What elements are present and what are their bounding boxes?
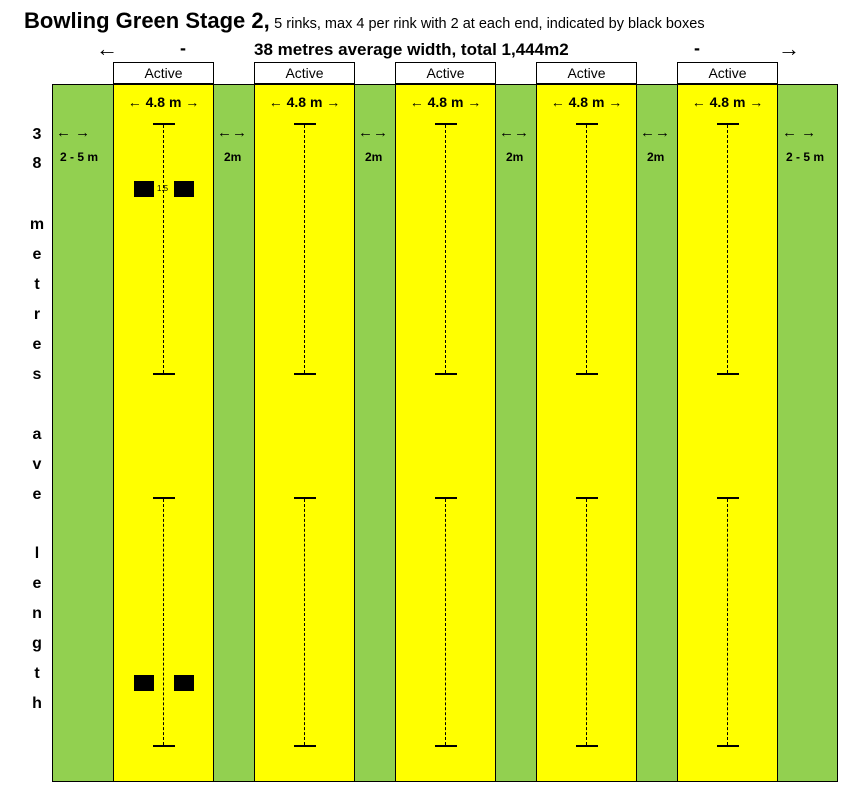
gap-2-label: 2m [365, 150, 383, 164]
rink-5-upper-bottom-tee [717, 373, 739, 375]
side-label-char: 8 [32, 155, 42, 172]
side-label-char: r [33, 306, 41, 323]
side-label-char: h [32, 695, 42, 712]
side-label-char: a [32, 426, 42, 443]
rink-5-lower-top-tee [717, 497, 739, 499]
rink-4-lower-centerline [586, 499, 587, 745]
player-spacing-label: 1.5 [157, 184, 169, 193]
rink-5-width: ← 4.8 m → [691, 94, 764, 110]
rink-4-upper-centerline [586, 125, 587, 373]
rink-2-status: Active [254, 62, 355, 84]
player-box-lower-left [134, 675, 154, 691]
width-summary: 38 metres average width, total 1,444m2 [254, 40, 569, 59]
title-subtitle: 5 rinks, max 4 per rink with 2 at each end, indicated by black boxes [274, 16, 705, 32]
rink-3-upper-bottom-tee [435, 373, 457, 375]
rink-4-width: ← 4.8 m → [550, 94, 623, 110]
rink-4-upper-bottom-tee [576, 373, 598, 375]
player-box-upper-right [174, 181, 194, 197]
player-box-upper-left [134, 181, 154, 197]
gap-4-arrow: ←→ [640, 124, 670, 141]
rink-1-upper-top-tee [153, 123, 175, 125]
width-dash-left: - [180, 38, 186, 58]
width-dash-right: - [694, 38, 700, 58]
left-arrow-icon: ← [96, 36, 118, 61]
side-label-char: t [34, 276, 40, 293]
side-label-char: e [32, 336, 42, 353]
rink-4-upper-top-tee [576, 123, 598, 125]
side-label-char: g [32, 635, 42, 652]
rink-4-lower-top-tee [576, 497, 598, 499]
side-label-char: e [32, 486, 42, 503]
rink-1-status: Active [113, 62, 214, 84]
rink-1-width: ← 4.8 m → [127, 94, 200, 110]
gap-1-arrow: ←→ [217, 124, 247, 141]
rink-5-lower-bottom-tee [717, 745, 739, 747]
rink-2-upper-centerline [304, 125, 305, 373]
rink-3-width: ← 4.8 m → [409, 94, 482, 110]
rink-1-lower-top-tee [153, 497, 175, 499]
rink-3-lower-top-tee [435, 497, 457, 499]
rink-4-status: Active [536, 62, 637, 84]
gap-3-label: 2m [506, 150, 524, 164]
rink-2-upper-bottom-tee [294, 373, 316, 375]
rink-5-lower-centerline [727, 499, 728, 745]
rink-3-lower-centerline [445, 499, 446, 745]
rink-1-lower-centerline [163, 499, 164, 745]
side-label-char: l [34, 545, 40, 562]
side-label-char: n [32, 605, 42, 622]
gap-0-arrow: ← → [56, 124, 91, 141]
side-label-char: s [32, 366, 42, 383]
gap-4-label: 2m [647, 150, 665, 164]
side-label-char: e [32, 246, 42, 263]
rink-3-upper-top-tee [435, 123, 457, 125]
rink-2-lower-bottom-tee [294, 745, 316, 747]
side-label-char: t [34, 665, 40, 682]
rink-1-lower-bottom-tee [153, 745, 175, 747]
right-arrow-icon: → [778, 36, 800, 61]
rink-1-upper-centerline [163, 125, 164, 373]
rink-1-upper-bottom-tee [153, 373, 175, 375]
side-label-char: 3 [32, 126, 42, 143]
rink-2-lower-top-tee [294, 497, 316, 499]
rink-3-upper-centerline [445, 125, 446, 373]
rink-2-width: ← 4.8 m → [268, 94, 341, 110]
gap-1-label: 2m [224, 150, 242, 164]
rink-4-lower-bottom-tee [576, 745, 598, 747]
side-label-char: v [32, 456, 42, 473]
diagram-title [24, 8, 705, 34]
rink-5-status: Active [677, 62, 778, 84]
gap-5-arrow: ← → [782, 124, 817, 141]
rink-2-upper-top-tee [294, 123, 316, 125]
gap-0-label: 2 - 5 m [60, 150, 99, 164]
side-label-char: e [32, 575, 42, 592]
gap-2-arrow: ←→ [358, 124, 388, 141]
side-label-char: m [29, 216, 45, 233]
rink-3-lower-bottom-tee [435, 745, 457, 747]
rink-2-lower-centerline [304, 499, 305, 745]
player-box-lower-right [174, 675, 194, 691]
gap-3-arrow: ←→ [499, 124, 529, 141]
title-main: Bowling Green Stage 2, [24, 8, 270, 33]
rink-5-upper-top-tee [717, 123, 739, 125]
rink-3-status: Active [395, 62, 496, 84]
gap-5-label: 2 - 5 m [786, 150, 825, 164]
rink-5-upper-centerline [727, 125, 728, 373]
